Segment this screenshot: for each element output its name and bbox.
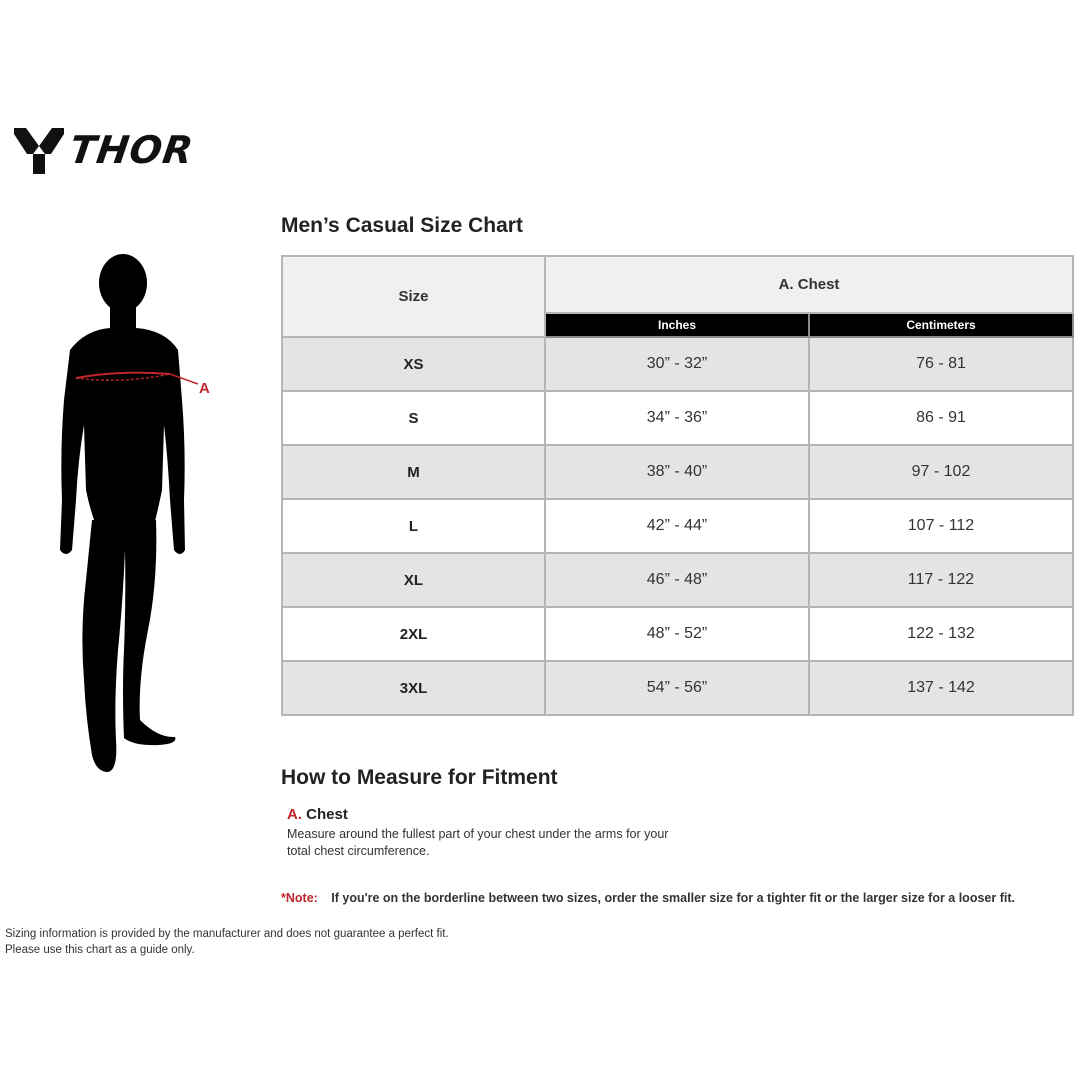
- measure-description-line: total chest circumference.: [287, 844, 430, 858]
- inches-cell: 54” - 56”: [545, 661, 809, 715]
- inches-cell: 30” - 32”: [545, 337, 809, 391]
- cm-cell: 76 - 81: [809, 337, 1073, 391]
- header-chest: A. Chest: [545, 256, 1073, 313]
- chart-title: Men’s Casual Size Chart: [281, 214, 523, 237]
- disclaimer-line: Sizing information is provided by the manufacturer and does not guarantee a perfect fit.: [5, 928, 449, 940]
- measure-title: How to Measure for Fitment: [281, 766, 558, 789]
- table-row: [282, 553, 1073, 607]
- inches-cell: 34” - 36”: [545, 391, 809, 445]
- table-row: [282, 607, 1073, 661]
- thor-logo: [14, 124, 214, 176]
- measure-letter: A.: [287, 806, 302, 823]
- note-text: If you're on the borderline between two sizes, order the smaller size for a tighter fit or the larger size for a looser fit.: [331, 891, 1015, 905]
- disclaimer-line: Please use this chart as a guide only.: [5, 944, 195, 956]
- size-chart-table: [281, 255, 1074, 716]
- size-cell: 2XL: [282, 607, 545, 661]
- cm-cell: 122 - 132: [809, 607, 1073, 661]
- cm-cell: 137 - 142: [809, 661, 1073, 715]
- table-row: [282, 499, 1073, 553]
- header-inches: Inches: [545, 313, 809, 337]
- measure-description-line: Measure around the fullest part of your chest under the arms for your: [287, 827, 669, 841]
- note-label: *Note:: [281, 891, 318, 905]
- inches-cell: 42” - 44”: [545, 499, 809, 553]
- inches-cell: 38” - 40”: [545, 445, 809, 499]
- header-size: Size: [282, 256, 545, 337]
- chest-marker-label: A: [199, 380, 210, 397]
- measure-chest-block: [287, 806, 707, 860]
- inches-cell: 48” - 52”: [545, 607, 809, 661]
- disclaimer: [5, 926, 449, 958]
- brand-name: THOR: [66, 128, 197, 172]
- measure-heading: [287, 806, 707, 823]
- measure-label: Chest: [306, 806, 348, 823]
- inches-cell: 46” - 48”: [545, 553, 809, 607]
- body-silhouette: [30, 250, 220, 780]
- cm-cell: 107 - 112: [809, 499, 1073, 553]
- cm-cell: 117 - 122: [809, 553, 1073, 607]
- table-row: [282, 391, 1073, 445]
- fit-note: [281, 891, 1015, 905]
- size-cell: S: [282, 391, 545, 445]
- size-cell: XS: [282, 337, 545, 391]
- cm-cell: 97 - 102: [809, 445, 1073, 499]
- table-row: [282, 445, 1073, 499]
- table-row: [282, 661, 1073, 715]
- size-cell: M: [282, 445, 545, 499]
- table-row: [282, 337, 1073, 391]
- size-cell: L: [282, 499, 545, 553]
- header-centimeters: Centimeters: [809, 313, 1073, 337]
- size-cell: XL: [282, 553, 545, 607]
- thor-mark-icon: [14, 124, 64, 176]
- size-cell: 3XL: [282, 661, 545, 715]
- cm-cell: 86 - 91: [809, 391, 1073, 445]
